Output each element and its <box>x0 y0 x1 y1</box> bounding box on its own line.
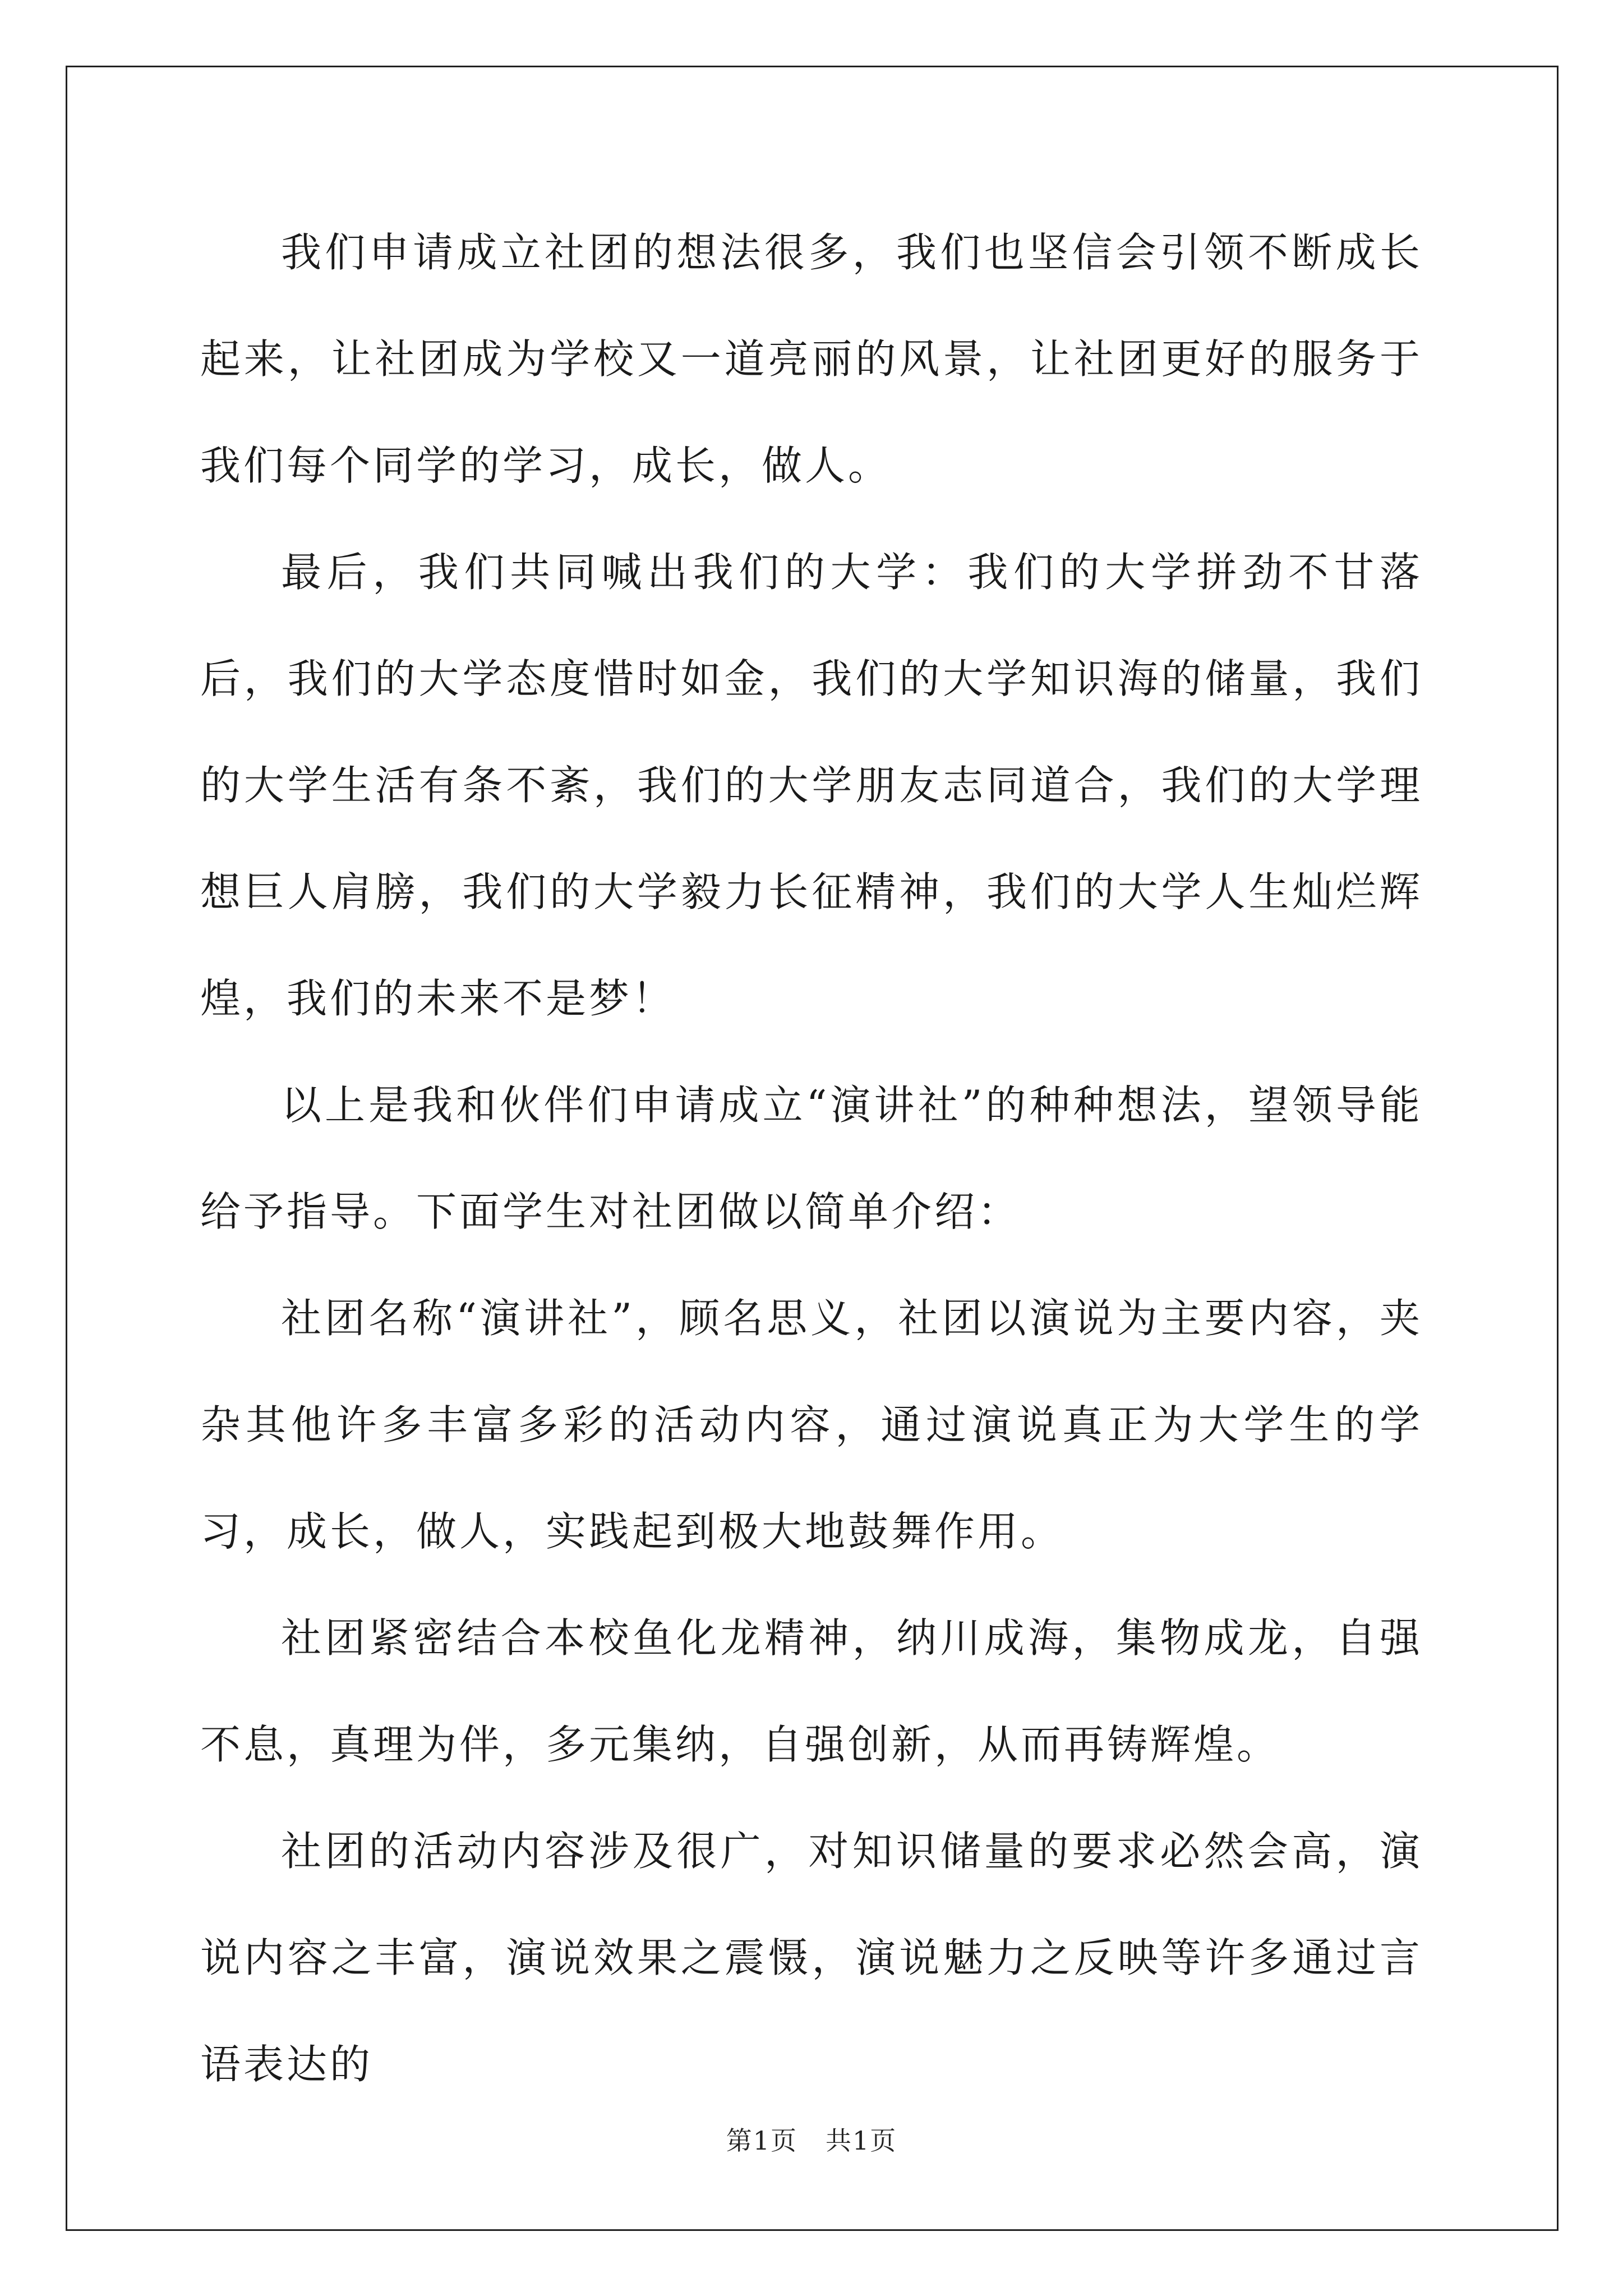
paragraph: 以上是我和伙伴们申请成立“演讲社”的种种想法，望领导能给予指导。下面学生对社团做以简单介绍： <box>200 1082 1423 1235</box>
paragraph: 社团紧密结合本校鱼化龙精神，纳川成海，集物成龙，自强不息，真理为伴，多元集纳，自强创新，从而再铸辉煌。 <box>200 1614 1423 1768</box>
page-number-total: 共1页 <box>825 2125 897 2156</box>
paragraph: 我们申请成立社团的想法很多，我们也坚信会引领不断成长起来，让社团成为学校又一道亮丽的风景，让社团更好的服务于我们每个同学的学习，成长，做人。 <box>200 229 1423 489</box>
page-number-current: 第1页 <box>726 2125 798 2156</box>
paragraph: 社团名称“演讲社”，顾名思义，社团以演说为主要内容，夹杂其他许多丰富多彩的活动内容，通过演说真正为大学生的学习，成长，做人，实践起到极大地鼓舞作用。 <box>200 1295 1423 1555</box>
paragraph: 社团的活动内容涉及很广，对知识储量的要求必然会高，演说内容之丰富，演说效果之震慑，演说魅力之反映等许多通过言语表达的 <box>200 1828 1423 2088</box>
document-body <box>200 199 1423 2118</box>
paragraph: 最后，我们共同喊出我们的大学：我们的大学拼劲不甘落后，我们的大学态度惜时如金，我们的大学知识海的储量，我们的大学生活有条不紊，我们的大学朋友志同道合，我们的大学理想巨人肩膀，我们的大学毅力长征精神，我们的大学人生灿烂辉煌，我们的未来不是梦！ <box>200 549 1423 1022</box>
page-footer <box>0 2120 1623 2157</box>
